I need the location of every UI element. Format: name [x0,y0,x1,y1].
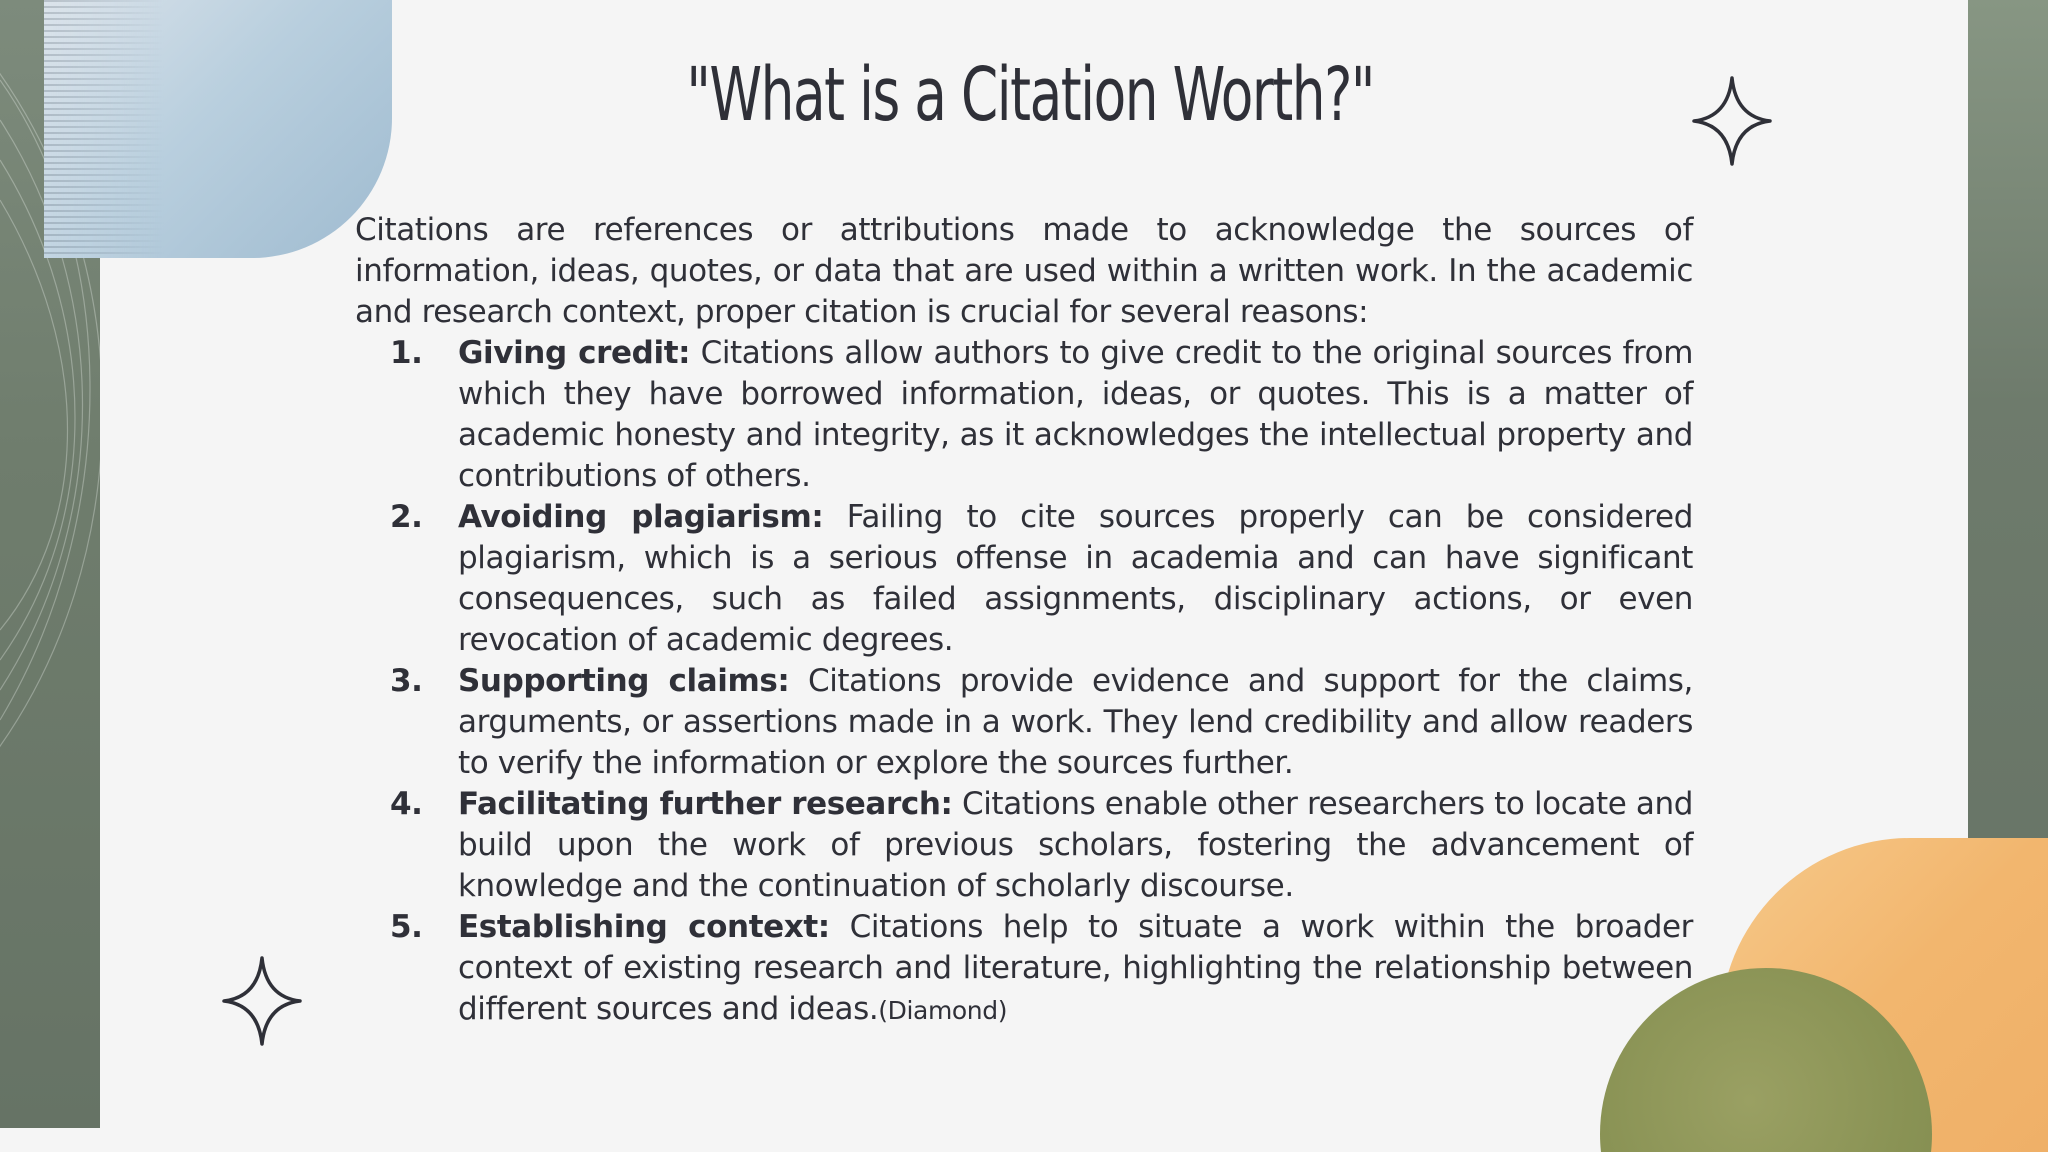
slide-title: "What is a Citation Worth?" [686,52,1375,138]
list-item-lead: Avoiding plagiarism: [458,499,824,535]
list-item-number: 3. [390,663,423,699]
list-item-text: Citations allow authors to give credit to the original sources from which they have borrowed information, ideas, or quotes. This is a matter of academic honesty and integrity, as it acknowledges the intellectual property and contributions of others. [458,335,1693,494]
list-item-text: Failing to cite sources properly can be considered plagiarism, which is a serious offense in academia and can have significant consequences, such as failed assignments, disciplinary actions, or even revocation of academic degrees. [458,499,1694,658]
list-item-text: Citations provide evidence and support for the claims, arguments, or assertions made in a work. They lend credibility and allow readers to verify the information or explore the sources further. [458,663,1694,781]
intro-paragraph: Citations are references or attributions made to acknowledge the sources of information, ideas, quotes, or data that are used within a written work. In the academic and research context, proper citation is crucial for several reasons: [355,212,1693,330]
slide-body [355,210,1693,1031]
list-item-number: 1. [390,335,423,371]
list-item-lead: Supporting claims: [458,663,790,699]
list-item [355,907,1693,1031]
list-item-lead: Facilitating further research: [458,786,953,822]
reasons-list [355,333,1693,1031]
list-item [355,333,1693,497]
four-point-star-icon [222,956,302,1046]
list-item-number: 4. [390,786,423,822]
list-item [355,497,1693,661]
list-item [355,661,1693,784]
list-item [355,784,1693,907]
list-item-number: 2. [390,499,423,535]
list-item-lead: Establishing context: [458,909,830,945]
citation-source: (Diamond) [878,996,1008,1025]
list-item-number: 5. [390,909,423,945]
list-item-text: Citations help to situate a work within the broader context of existing research and literature, highlighting the relationship between different sources and ideas. [458,909,1693,1027]
list-item-lead: Giving credit: [458,335,691,371]
blue-shape-texture [44,0,164,258]
list-item-text: Citations enable other researchers to locate and build upon the work of previous scholars, fostering the advancement of knowledge and the continuation of scholarly discourse. [458,786,1694,904]
